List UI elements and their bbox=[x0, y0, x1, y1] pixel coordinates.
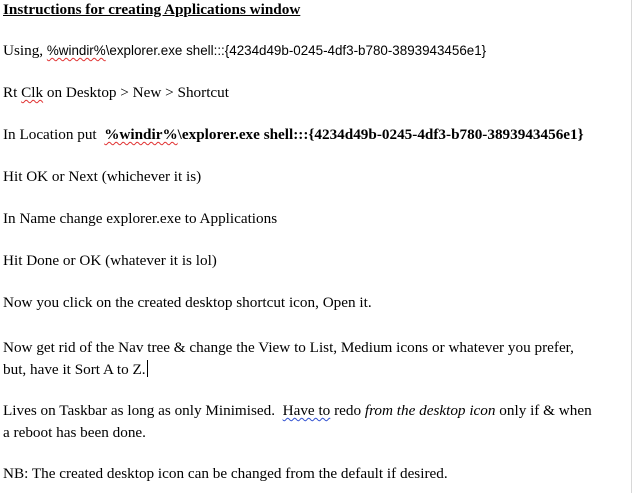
windir-token: %windir% bbox=[46, 43, 106, 58]
taskbar-middle: redo bbox=[330, 402, 365, 419]
text-cursor bbox=[147, 360, 148, 377]
taskbar-prefix: Lives on Taskbar as long as only Minimised. bbox=[3, 402, 283, 419]
taskbar-italic: from the desktop icon bbox=[364, 402, 496, 419]
clk-word: Clk bbox=[21, 84, 44, 101]
paragraph-nav-tree-line2 bbox=[3, 360, 148, 379]
paragraph-open-shortcut: Now you click on the created desktop shortcut icon, Open it. bbox=[3, 294, 372, 311]
paragraph-hit-done: Hit Done or OK (whatever it is lol) bbox=[3, 252, 217, 269]
nav-tree-line2-text: but, have it Sort A to Z. bbox=[3, 361, 146, 378]
paragraph-hit-ok: Hit OK or Next (whichever it is) bbox=[3, 168, 202, 185]
paragraph-name-change: In Name change explorer.exe to Applications bbox=[3, 210, 278, 227]
location-prefix: In Location put bbox=[3, 126, 105, 143]
paragraph-using bbox=[3, 42, 486, 60]
location-command bbox=[104, 126, 583, 143]
paragraph-taskbar-line2: a reboot has been done. bbox=[3, 424, 146, 441]
paragraph-right-click bbox=[3, 84, 229, 102]
taskbar-rest: only if & when bbox=[495, 402, 592, 419]
rt-prefix: Rt bbox=[3, 84, 22, 101]
rt-rest: on Desktop > New > Shortcut bbox=[43, 84, 229, 101]
have-to-phrase: Have to bbox=[282, 402, 331, 419]
location-windir-token: %windir% bbox=[104, 126, 178, 143]
paragraph-nav-tree-line1: Now get rid of the Nav tree & change the View to List, Medium icons or whatever you prefer, bbox=[3, 339, 574, 356]
document-title: Instructions for creating Applications window bbox=[3, 1, 301, 18]
using-prefix: Using, bbox=[3, 42, 47, 59]
paragraph-taskbar-line1 bbox=[3, 402, 592, 420]
using-command bbox=[47, 43, 486, 58]
location-command-rest: \explorer.exe shell:::{4234d49b-0245-4df3-b780-3893943456e1} bbox=[177, 126, 584, 143]
paragraph-location bbox=[3, 126, 584, 144]
using-command-rest: \explorer.exe shell:::{4234d49b-0245-4df3-b780-3893943456e1} bbox=[105, 43, 487, 58]
paragraph-nb: NB: The created desktop icon can be changed from the default if desired. bbox=[3, 465, 448, 482]
